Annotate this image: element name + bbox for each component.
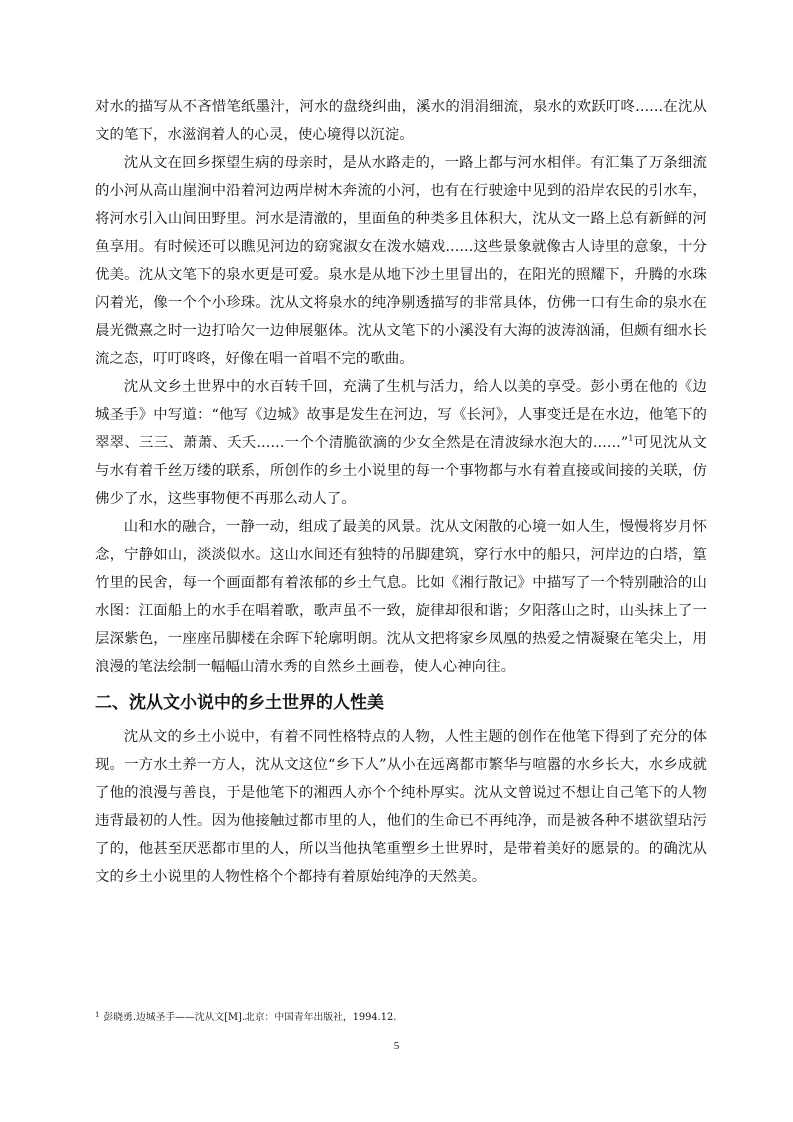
footnote-reference[interactable]: 1 [628, 434, 634, 443]
footnote-marker: 1 [95, 1011, 100, 1019]
paragraph-human-nature: 沈从文的乡土小说中，有着不同性格特点的人物，人性主题的创作在他笔下得到了充分的体现。一方水土养一方人，沈从文这位“乡下人”从小在远离都市繁华与喧嚣的水乡长大，水乡成就了他的浪漫与善良，于是他笔下的湘西人亦个个纯朴厚实。沈从文曾说过不想让自己笔下的人物违背最初的人性。因为他接触过都市里的人，他们的生命已不再纯净，而是被各种不堪欲望玷污了的，他甚至厌恶都市里的人，所以当他执笔重塑乡土世界时，是带着美好的愿景的。的确沈从文的乡土小说里的人物性格个个都持有着原始纯净的天然美。 [95, 729, 707, 885]
paragraph-water-description: 对水的描写从不吝惜笔纸墨汁，河水的盘绕纠曲，溪水的涓涓细流，泉水的欢跃叮咚......在沈从文的笔下，水滋润着人的心灵，使心境得以沉淀。 [95, 99, 707, 143]
body-text [95, 93, 707, 891]
quote-text: 沈从文乡土世界中的水百转千回，充满了生机与活力，给人以美的享受。彭小勇在他的《边城圣手》中写道：“他写《边城》故事是发生在河边，写《长河》，人事变迁是在水边，他笔下的翠翠、三三、萧萧、夭夭......一个个清脆欲滴的少女全然是在清波绿水泡大的......” [95, 379, 707, 451]
paragraph-mountain-water: 山和水的融合，一静一动，组成了最美的风景。沈从文闲散的心境一如人生，慢慢将岁月怀念，宁静如山，淡淡似水。这山水间还有独特的吊脚建筑，穿行水中的船只，河岸边的白塔，篁竹里的民舍，每一个画面都有着浓郁的乡土气息。比如《湘行散记》中描写了一个特别融洽的山水图：江面船上的水手在唱着歌，歌声虽不一致，旋律却很和谐；夕阳落山之时，山头抹上了一层深紫色，一座座吊脚楼在余晖下轮廓明朗。沈从文把将家乡凤凰的热爱之情凝聚在笔尖上，用浪漫的笔法绘制一幅幅山清水秀的自然乡土画卷，使人心神向往。 [95, 519, 707, 675]
footnote-text: 彭晓勇.边城圣手——沈从文[M].北京：中国青年出版社，1994.12. [103, 1012, 397, 1023]
footnote [95, 1008, 707, 1025]
paragraph-water-quote [95, 373, 707, 513]
page-number: 5 [393, 1040, 400, 1052]
paragraph-journey-home: 沈从文在回乡探望生病的母亲时，是从水路走的，一路上都与河水相伴。有汇集了万条细流的小河从高山崖涧中沿着河边两岸树木奔流的小河，也有在行驶途中见到的沿岸农民的引水车，将河水引入山间田野里。河水是清澈的，里面鱼的种类多且体积大，沈从文一路上总有新鲜的河鱼享用。有时候还可以瞧见河边的窈窕淑女在泼水嬉戏......这些景象就像古人诗里的意象，十分优美。沈从文笔下的泉水更是可爱。泉水是从地下沙土里冒出的，在阳光的照耀下，升腾的水珠闪着光，像一个个小珍珠。沈从文将泉水的纯净剔透描写的非常具体，仿佛一口有生命的泉水在晨光微熹之时一边打哈欠一边伸展躯体。沈从文笔下的小溪没有大海的波涛汹涌，但颇有细水长流之态，叮叮咚咚，好像在唱一首唱不完的歌曲。 [95, 155, 707, 367]
section-heading: 二、沈从文小说中的乡土世界的人性美 [95, 693, 384, 713]
quote-commentary: 可见沈从文与水有着千丝万缕的联系，所创作的乡土小说里的每一个事物都与水有着直接或间接的关联，仿佛少了水，这些事物便不再那么动人了。 [95, 435, 707, 507]
